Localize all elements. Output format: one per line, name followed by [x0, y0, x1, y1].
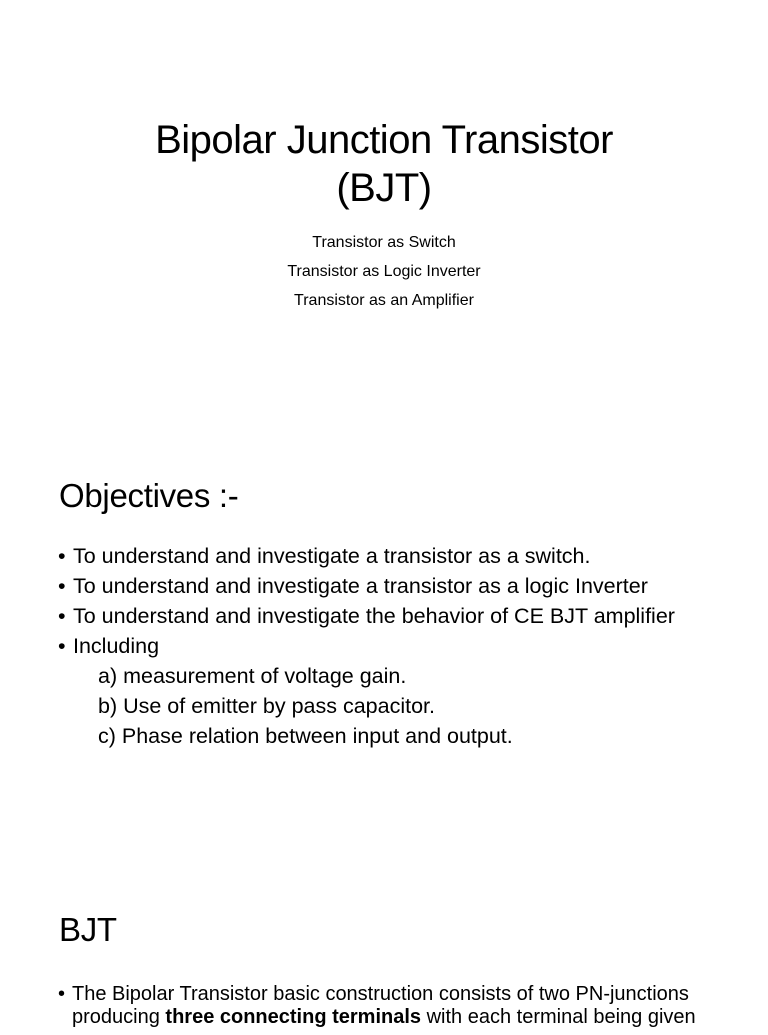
objectives-list — [58, 544, 718, 754]
list-item-text: The Bipolar Transistor basic construction consists of two PN-junctions producing — [72, 983, 689, 1028]
bullet-icon: • — [58, 634, 66, 658]
subtitle-item: Transistor as an Amplifier — [294, 292, 474, 309]
list-item — [58, 983, 758, 1029]
bjt-list — [58, 983, 758, 1035]
list-item-text: To understand and investigate the behavior of CE BJT amplifier — [73, 604, 675, 628]
objectives-heading: Objectives :- — [59, 477, 239, 514]
bjt-slide — [0, 864, 768, 1028]
list-item — [58, 634, 718, 748]
bullet-icon: • — [58, 604, 66, 628]
list-item-text: Including — [73, 634, 160, 658]
subtitle-item: Transistor as Logic Inverter — [287, 263, 481, 280]
title-slide — [0, 0, 768, 432]
objectives-slide — [0, 432, 768, 864]
title-line-2: (BJT) — [336, 166, 432, 210]
list-item-text-continued: with each terminal being given — [421, 1006, 696, 1028]
slide-title — [0, 116, 768, 212]
bullet-icon: • — [58, 983, 66, 1005]
bullet-icon: • — [58, 574, 66, 598]
sub-list-item: c) Phase relation between input and output. — [98, 724, 513, 748]
bjt-heading: BJT — [59, 911, 117, 948]
list-item — [58, 574, 718, 598]
subtitle-list — [0, 228, 768, 315]
list-item — [58, 604, 718, 628]
sub-list-item: a) measurement of voltage gain. — [98, 664, 407, 688]
list-item-text: To understand and investigate a transistor as a logic Inverter — [73, 574, 648, 598]
subtitle-item: Transistor as Switch — [312, 234, 456, 251]
list-item-text: To understand and investigate a transistor as a switch. — [73, 544, 591, 568]
bullet-icon: • — [58, 544, 66, 568]
sub-list-item: b) Use of emitter by pass capacitor. — [98, 694, 435, 718]
title-line-1: Bipolar Junction Transistor — [155, 118, 613, 162]
sub-item-list — [73, 664, 718, 748]
list-item — [58, 544, 718, 568]
list-item-bold-text: three connecting terminals — [165, 1006, 422, 1028]
